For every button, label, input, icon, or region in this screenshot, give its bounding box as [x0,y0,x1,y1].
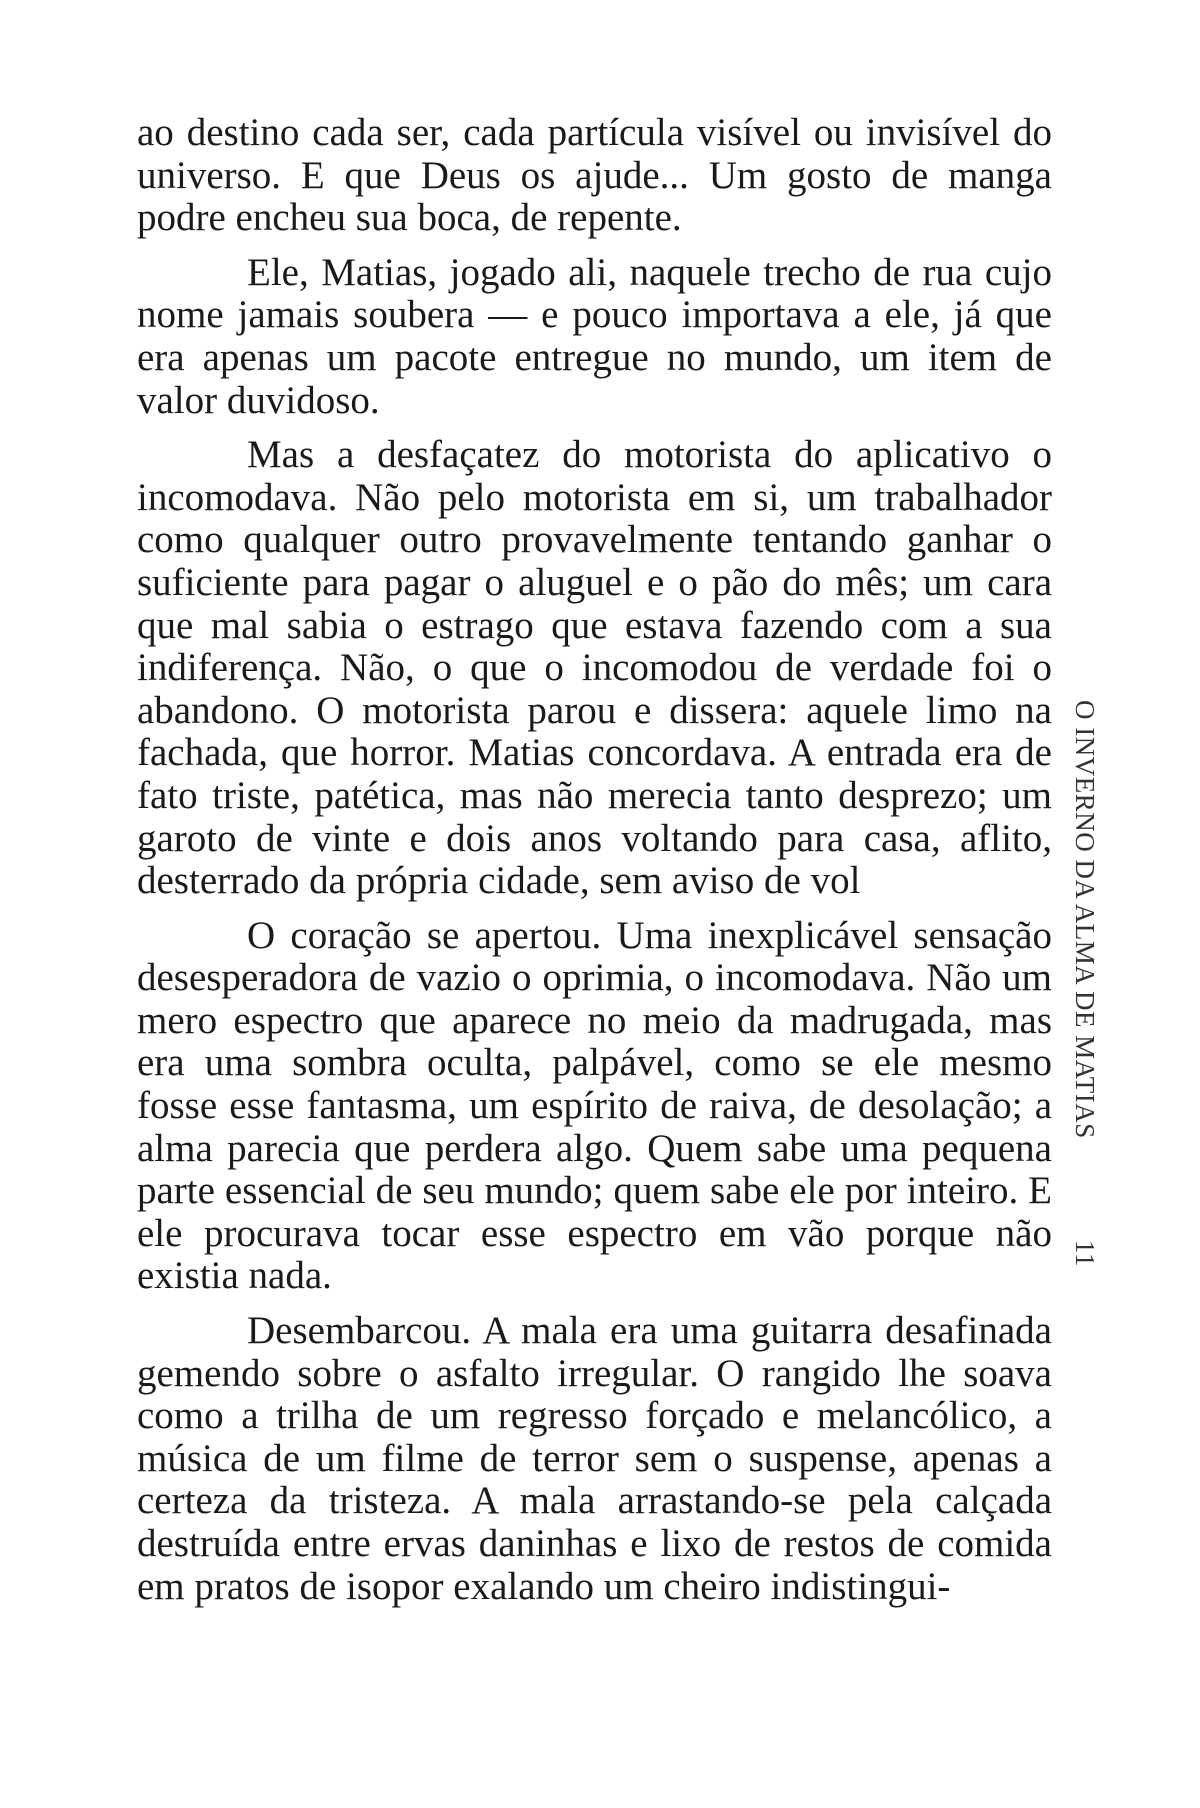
book-title: O INVERNO DA ALMA DE MATIAS [1070,700,1100,1139]
paragraph-3: Mas a desfaçatez do motorista do aplicativo o incomodava. Não pelo motorista em si, um trabalhador como qualquer outro provavelmente tentando ganhar o suficiente para pagar o aluguel e o pão do mês; um cara que mal sabia o estrago que estava fazendo com a sua indiferença. Não, o que o incomodou de verdade foi o abandono. O motorista parou e dissera: aquele limo na fachada, que horror. Matias concordava. A entrada era de fato triste, patética, mas não merecia tanto desprezo; um garoto de vinte e dois anos voltando para casa, aflito, desterrado da própria cidade, sem aviso de vol [137,433,1052,903]
paragraph-1: ao destino cada ser, cada partícula visível ou invisível do universo. E que Deus os ajude... Um gosto de manga podre encheu sua boca, de repente. [137,111,1052,240]
paragraph-2: Ele, Matias, jogado ali, naquele trecho de rua cujo nome jamais soubera — e pouco importava a ele, já que era apenas um pacote entregue no mundo, um item de valor duvidoso. [137,250,1052,422]
body-text [137,112,1052,1620]
running-head [1069,700,1100,1267]
paragraph-4: O coração se apertou. Uma inexplicável sensação desesperadora de vazio o oprimia, o incomodava. Não um mero espectro que aparece no meio da madrugada, mas era uma sombra oculta, palpável, como se ele mesmo fosse esse fantasma, um espírito de raiva, de desolação; a alma parecia que perdera algo. Quem sabe uma pequena parte essencial de seu mundo; quem sabe ele por inteiro. E ele procurava tocar esse espectro em vão porque não existia nada. [137,913,1052,1298]
paragraph-5: Desembarcou. A mala era uma guitarra desafinada gemendo sobre o asfalto irregular. O rangido lhe soava como a trilha de um regresso forçado e melancólico, a música de um filme de terror sem o suspense, apenas a certeza da tristeza. A mala arrastando-se pela calçada destruída entre ervas daninhas e lixo de restos de comida em pratos de isopor exalando um cheiro indistingui- [137,1309,1052,1608]
page-number: 11 [1070,1240,1100,1268]
